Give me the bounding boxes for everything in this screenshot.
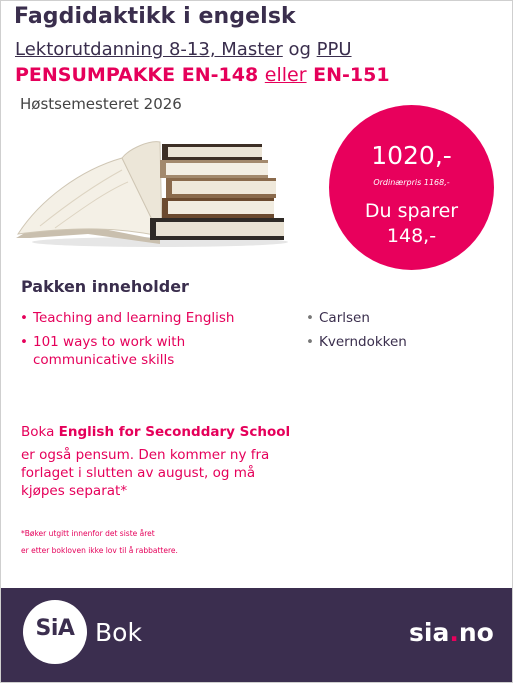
package-or: eller <box>264 64 307 86</box>
package-line <box>15 64 390 86</box>
book-title: English for Seconddary School <box>58 424 291 440</box>
footer <box>1 588 512 682</box>
list-item: • Teaching and learning English <box>20 309 280 327</box>
package-suffix: EN-151 <box>306 64 390 86</box>
book-note-prefix: Boka <box>21 424 59 440</box>
site-dot: . <box>449 618 459 647</box>
logo-suffix: Bok <box>95 618 142 647</box>
price-badge <box>329 105 494 270</box>
list-item: • 101 ways to work with communicative skills <box>20 333 280 369</box>
contents-list-authors <box>306 309 486 357</box>
program-link-ppu[interactable]: PPU <box>316 39 352 60</box>
program-line <box>15 39 352 60</box>
contents-heading: Pakken inneholder <box>21 277 189 296</box>
sia-logo-text: SiA <box>35 616 75 641</box>
page-title: Fagdidaktikk i engelsk <box>14 4 296 29</box>
list-item: • Kverndokken <box>306 333 486 351</box>
book-note-text: er også pensum. Den kommer ny fra forlaget i slutten av august, og må kjøpes separat* <box>21 447 270 499</box>
site-prefix: sia <box>409 618 450 647</box>
list-item: • Carlsen <box>306 309 486 327</box>
fineprint-line-1: *Bøker utgitt innenfor det siste året <box>21 529 155 538</box>
program-link[interactable]: Lektorutdanning 8-13, Master <box>15 39 283 60</box>
program-joiner: og <box>282 39 317 60</box>
contents-list-titles <box>20 309 280 375</box>
books-illustration <box>10 130 290 250</box>
semester: Høstsemesteret 2026 <box>20 95 182 113</box>
site-suffix: no <box>458 618 494 647</box>
book-note <box>21 423 291 441</box>
ordinary-price: Ordinærpris 1168,- <box>373 178 450 187</box>
savings-amount: 148,- <box>386 225 437 247</box>
fineprint-line-2: er etter bokloven ikke lov til å rabbattere. <box>21 546 178 555</box>
site-link[interactable] <box>409 618 494 647</box>
savings-label: Du sparer <box>364 200 459 222</box>
price-amount: 1020,- <box>371 141 452 170</box>
sia-logo[interactable] <box>23 600 87 664</box>
savings <box>329 199 494 249</box>
package-prefix: PENSUMPAKKE EN-148 <box>15 64 265 86</box>
